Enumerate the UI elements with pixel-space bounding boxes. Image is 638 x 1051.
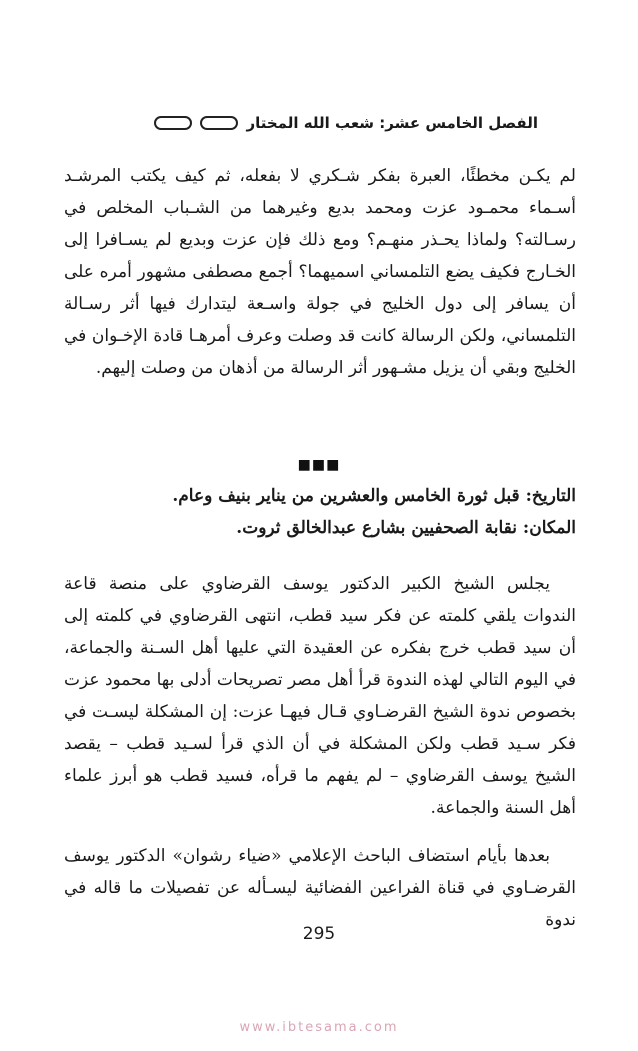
body-paragraph-block-2 [64, 840, 576, 936]
running-header [98, 108, 538, 138]
header-ornament-icon [200, 116, 238, 130]
date-line: التاريخ: قبل ثورة الخامس والعشرين من يناير بنيف وعام. [172, 486, 576, 506]
body-paragraph-2: بعدها بأيام استضاف الباحث الإعلامي «ضياء رشوان» الدكتور يوسف القرضـاوي في قناة الفراعين الفضائية ليسـأله عن تفصيلات ما قاله في ندوة [64, 846, 576, 930]
intro-paragraph-block [64, 160, 576, 384]
chapter-title: الفصل الخامس عشر: شعب الله المختار [246, 114, 538, 132]
body-paragraph-1: يجلس الشيخ الكبير الدكتور يوسف القرضاوي على منصة قاعة الندوات يلقي كلمته عن فكر سيد قطب، انتهى القرضاوي في كلمته إلى أن سيد قطب خرج بفكره عن العقيدة التي عليها أهل السـنة والجماعة، في اليوم التالي لهذه الندوة قرأ أهل مصر تصريحات أدلى بها محمود عزت بخصوص ندوة الشيخ القرضـاوي قـال فيهـا عزت: إن المشكلة ليسـت في فكر سـيد قطب ولكن المشكلة في أن الذي قرأ لسـيد قطب – يقصد الشيخ يوسف القرضاوي – لم يفهم ما قرأه، فسيد قطب هو أبرز علماء أهل السنة والجماعة. [64, 574, 576, 818]
watermark: www.ibtesama.com [239, 1020, 399, 1035]
body-paragraph-block-1 [64, 568, 576, 824]
page-number: 295 [302, 924, 336, 944]
place-line: المكان: نقابة الصحفيين بشارع عبدالخالق ثروت. [236, 518, 576, 538]
scene-meta [64, 480, 576, 544]
section-separator: ■■■ [297, 457, 341, 473]
header-ornament-icon [154, 116, 192, 130]
intro-paragraph: لم يكـن مخطئًا، العبرة بفكر شـكري لا بفعله، ثم كيف يكتب المرشـد أسـماء محمـود عزت ومحمد بديع وغيرهما من الشـباب المخلص في رسـالته؟ ولماذا يحـذر منهـم؟ ومع ذلك فإن عزت وبديع لم يسـافرا إلى الخـارج فكيف يضع التلمساني اسميهما؟ أجمع مصطفى مشهور أمره على أن يسافر إلى دول الخليج في جولة واسـعة ليتدارك فيها أثر رسـالة التلمساني، ولكن الرسالة كانت قد وصلت وعرف أمرهـا قادة الإخـوان في الخليج وبقي أن يزيل مشـهور أثر الرسالة من أذهان من وصلت إليهم. [64, 166, 576, 378]
